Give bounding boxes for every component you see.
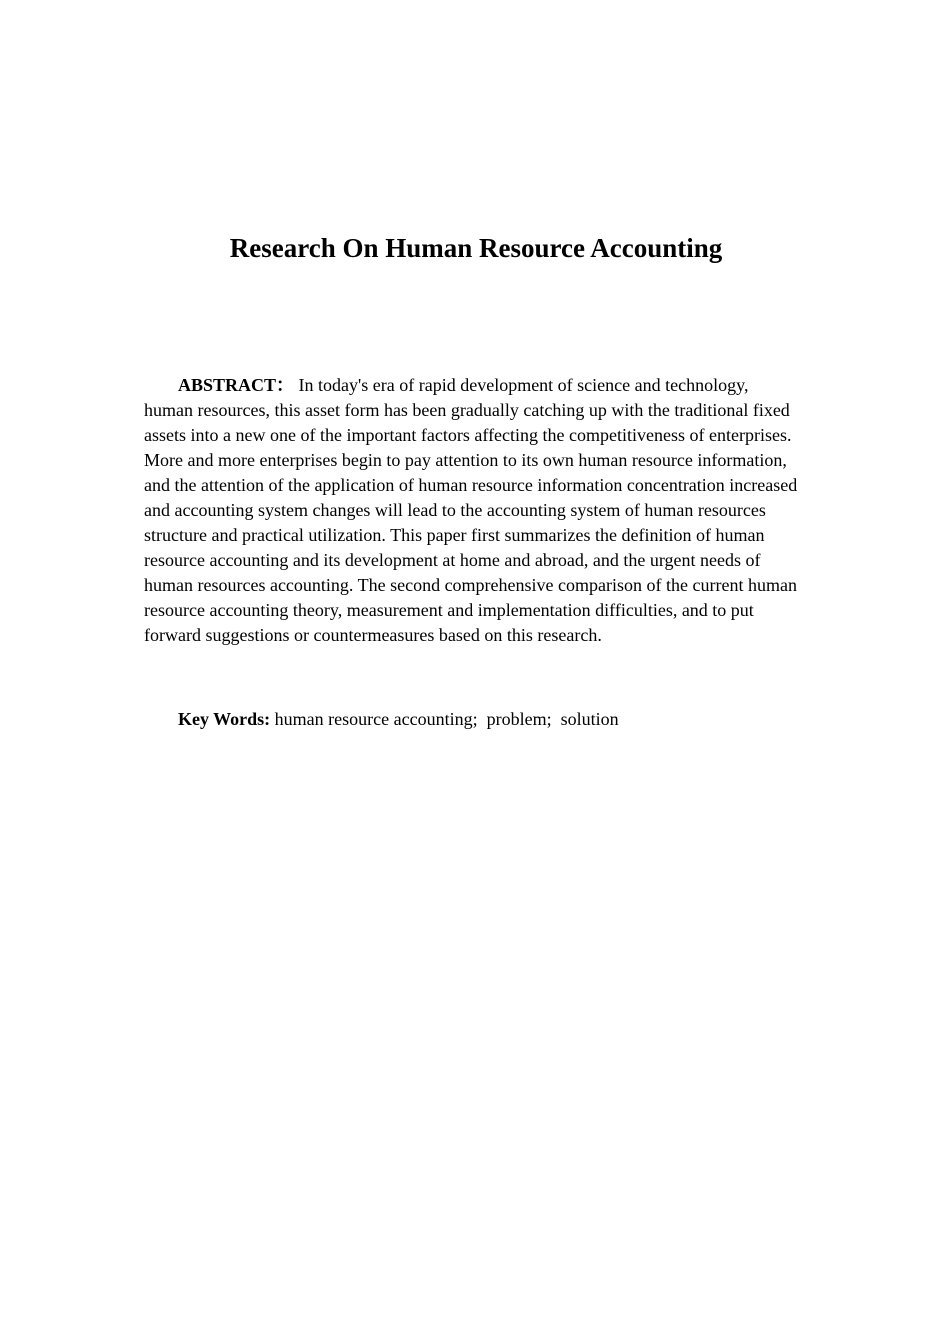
abstract-paragraph (144, 373, 799, 648)
abstract-text: In today's era of rapid development of science and technology, human resources, this asset form has been gradually catching up with the traditional fixed assets into a new one of the important factors affecting the competitiveness of enterprises. More and more enterprises begin to pay attention to its own human resource information, and the attention of the application of human resource information concentration increased and accounting system changes will lead to the accounting system of human resources structure and practical utilization. This paper first summarizes the definition of human resource accounting and its development at home and abroad, and the urgent needs of human resources accounting. The second comprehensive comparison of the current human resource accounting theory, measurement and implementation difficulties, and to put forward suggestions or countermeasures based on this research. (144, 375, 798, 645)
abstract-label: ABSTRACT： (178, 375, 295, 395)
keywords-paragraph (144, 707, 799, 732)
keywords-label: Key Words: (178, 709, 271, 729)
keywords-text: human resource accounting; problem; solution (274, 709, 619, 729)
page-title: Research On Human Resource Accounting (229, 233, 723, 263)
